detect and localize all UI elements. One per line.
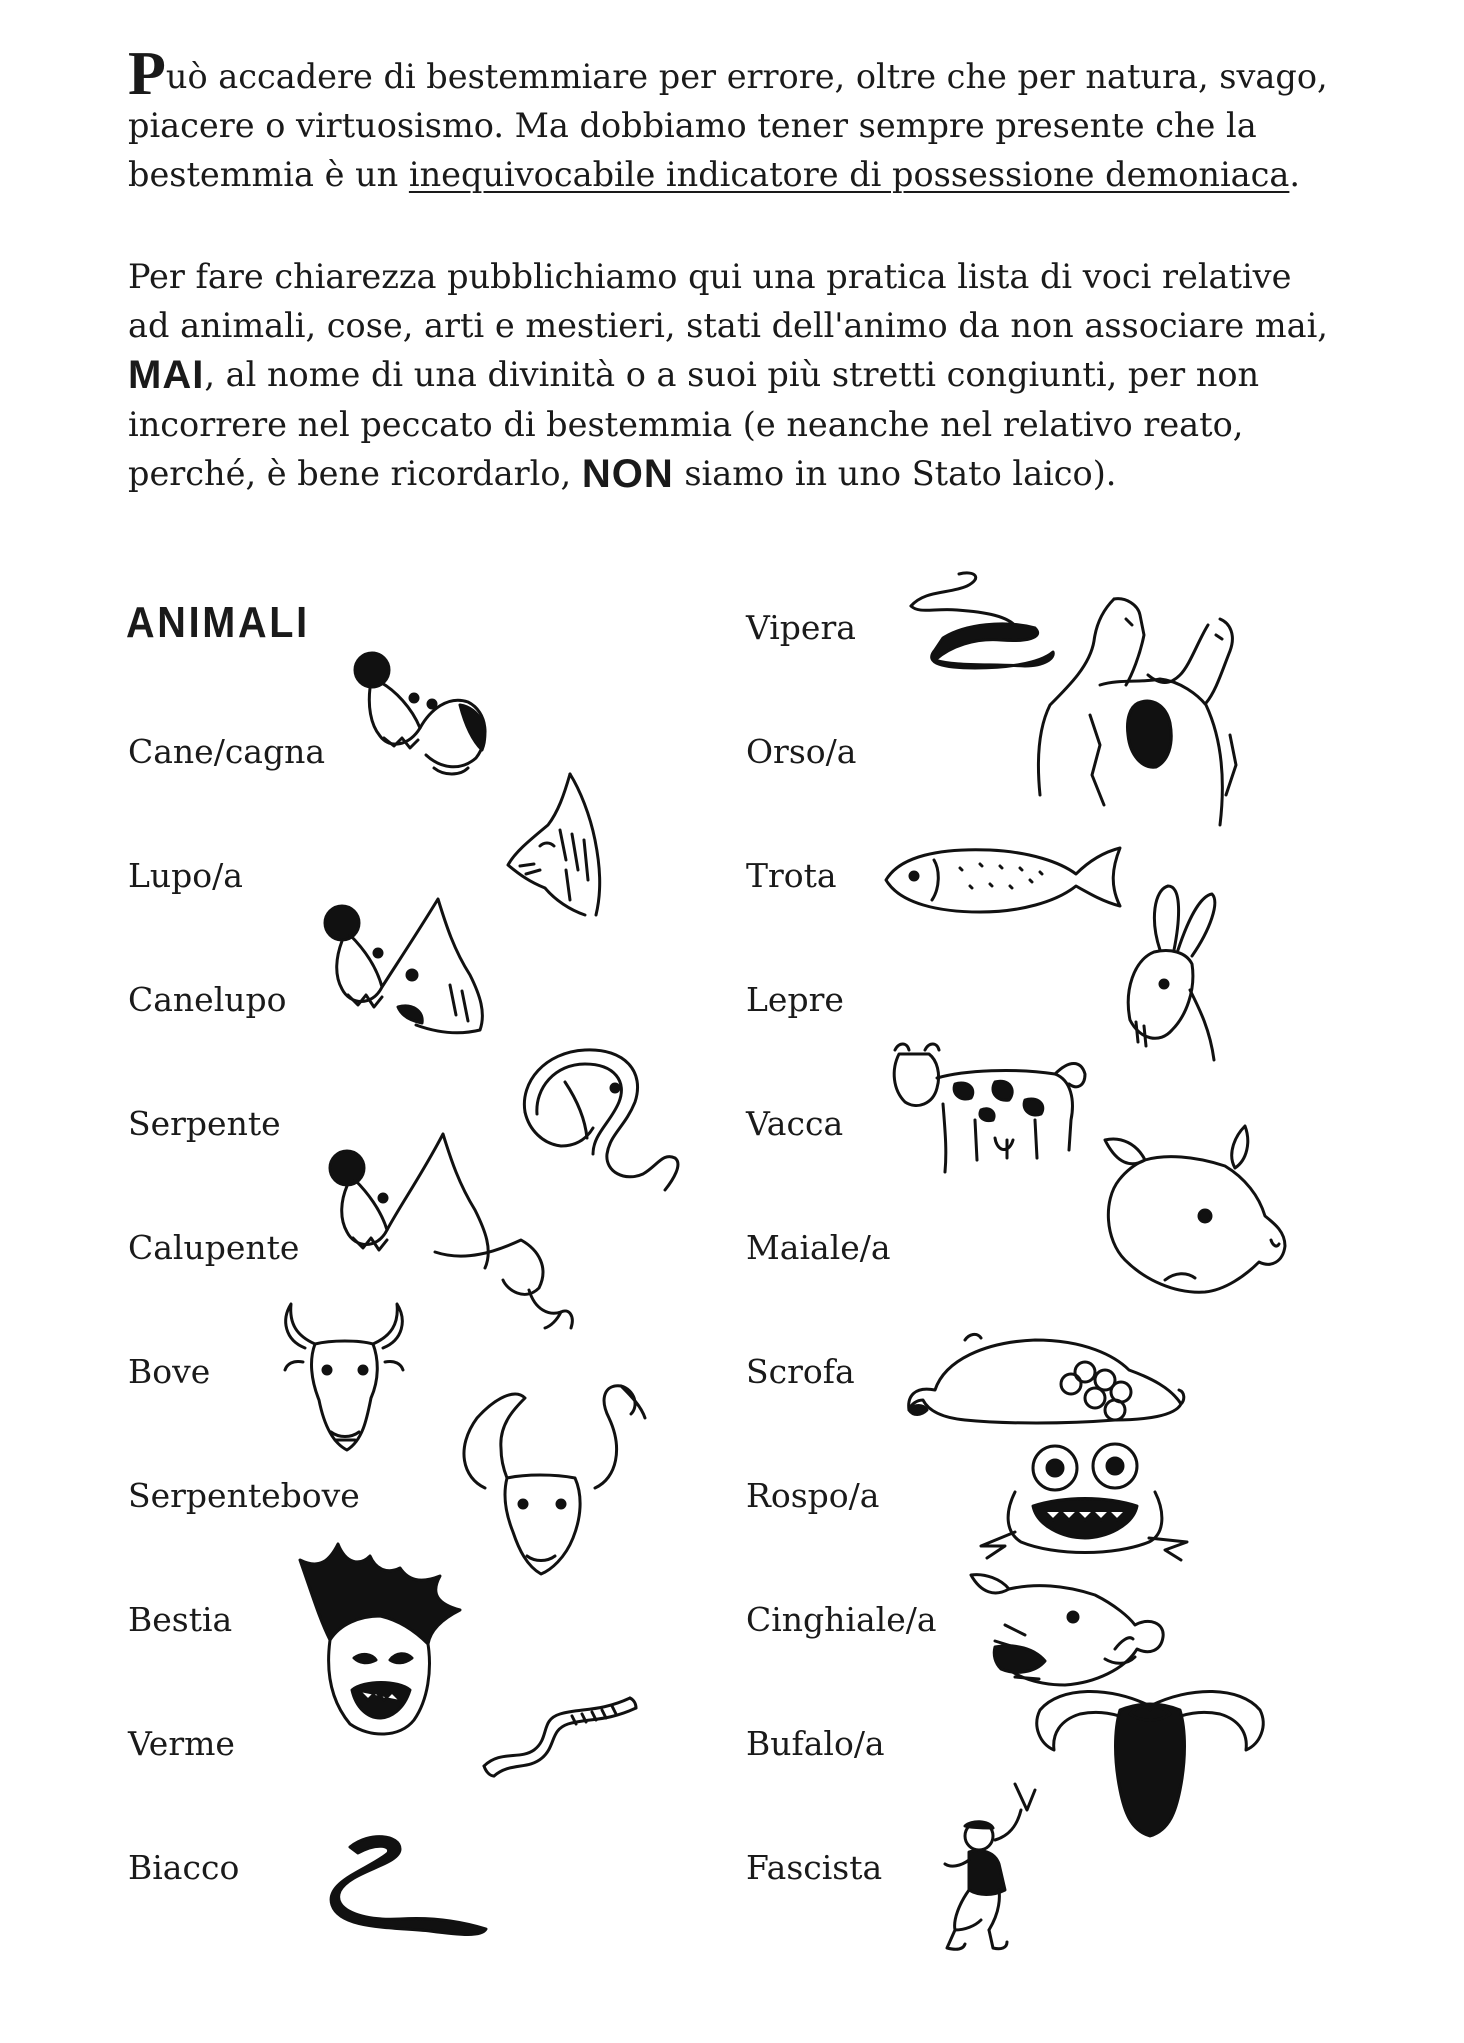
animal-label: Maiale/a — [746, 1228, 891, 1267]
cow-icon — [885, 1040, 1100, 1175]
bear-icon — [1030, 595, 1260, 850]
fascist-icon — [935, 1780, 1065, 1955]
beast-icon — [290, 1540, 480, 1740]
animal-label: Calupente — [128, 1228, 300, 1267]
pig-icon — [1095, 1120, 1295, 1310]
animal-label: Fascista — [746, 1848, 883, 1887]
animal-label: Scrofa — [746, 1352, 855, 1391]
toad-icon — [975, 1442, 1195, 1562]
animal-label: Serpente — [128, 1104, 281, 1143]
intro-text-1b: . — [1289, 155, 1301, 194]
animal-label: Lupo/a — [128, 856, 243, 895]
hare-icon — [1110, 880, 1220, 1065]
intro-text-2b: , al nome di una divinità o a suoi più stretti congiunti, per non incorrere nel peccato di bestemmia (e neanche nel relativo reato, perché, è bene ricordarlo, — [128, 355, 1260, 493]
animal-label: Lepre — [746, 980, 844, 1019]
emphasis-mai: MAI — [128, 353, 205, 397]
snake-bull-icon — [455, 1378, 650, 1578]
drop-cap: P — [128, 40, 166, 108]
bull-icon — [275, 1300, 415, 1460]
underlined-phrase: inequivocabile indicatore di possessione demoniaca — [408, 155, 1290, 194]
emphasis-non: NON — [581, 452, 674, 496]
wolf-icon — [500, 770, 615, 920]
animal-label: Rospo/a — [746, 1476, 880, 1515]
trout-icon — [880, 840, 1125, 920]
dog-icon — [350, 650, 500, 780]
animal-label: Cinghiale/a — [746, 1600, 937, 1639]
animal-label: Bove — [128, 1352, 211, 1391]
buffalo-icon — [1030, 1680, 1270, 1840]
intro-text-2a: Per fare chiarezza pubblichiamo qui una pratica lista di voci relative ad animali, cose, arti e mestieri, stati dell'animo da non associare mai, — [128, 257, 1328, 345]
animal-label: Verme — [128, 1724, 235, 1763]
animal-label: Vacca — [746, 1104, 844, 1143]
animal-label: Orso/a — [746, 732, 857, 771]
whip-snake-icon — [310, 1825, 490, 1945]
dogwolf-icon — [320, 895, 500, 1045]
intro-paragraph-1 — [128, 40, 1338, 199]
animal-label: Serpentebove — [128, 1476, 360, 1515]
worm-icon — [480, 1690, 640, 1780]
section-heading-animali: ANIMALI — [126, 598, 310, 647]
animal-label: Trota — [746, 856, 837, 895]
intro-text-2c: siamo in uno Stato laico). — [673, 454, 1117, 493]
sow-icon — [905, 1320, 1185, 1440]
intro-text-1a: uò accadere di bestemmiare per errore, oltre che per natura, svago, piacere o virtuosismo. Ma dobbiamo tener sempre presente che la bestemmia è un — [128, 57, 1328, 194]
animal-label: Bufalo/a — [746, 1724, 885, 1763]
animal-label: Bestia — [128, 1600, 233, 1639]
animal-label: Canelupo — [128, 980, 287, 1019]
intro-paragraph-2 — [128, 252, 1338, 499]
animal-label: Vipera — [746, 608, 856, 647]
animal-label: Cane/cagna — [128, 732, 326, 771]
animal-label: Biacco — [128, 1848, 240, 1887]
